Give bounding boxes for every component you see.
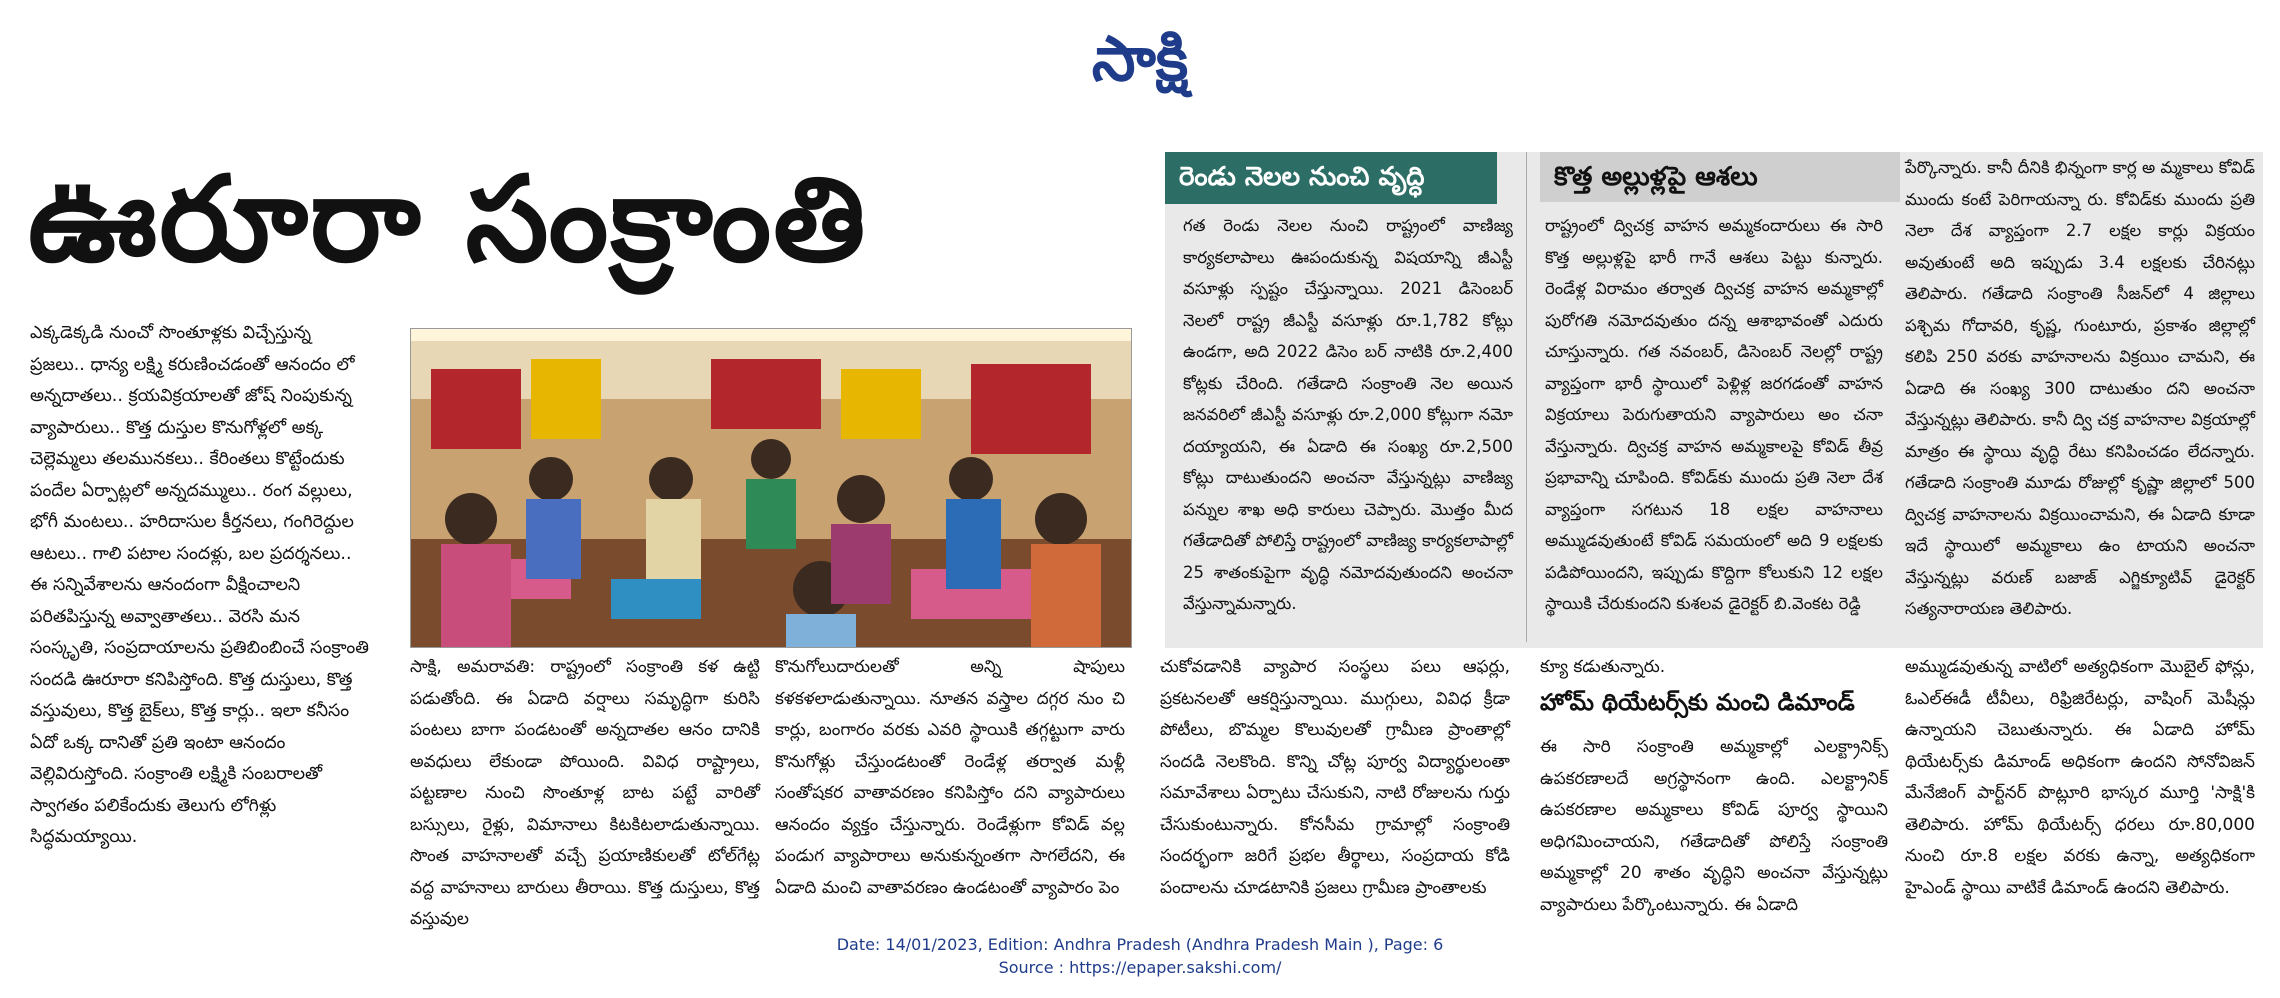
svg-text:సాక్షి: సాక్షి <box>1091 22 1189 95</box>
box1-text: గత రెండు నెలల నుంచి రాష్ట్రంలో వాణిజ్య కార్యకలాపాలు ఊపందుకున్న విషయాన్ని జీఎస్టీ వసూళ్లు స్పష్టం చేస్తున్నాయి. 2021 డిసెంబర్ నెలలో రాష్ట్ర జీఎస్టీ వసూళ్లు రూ.1,782 కోట్లు ఉండగా, అది 2022 డిసెం బర్ నాటికి రూ.2,400 కోట్లకు చేరింది. గతేడాది సంక్రాంతి నెల అయిన జనవరిలో జీఎస్టీ వసూళ్లు రూ.2,000 కోట్లుగా నమో దయ్యాయని, ఈ ఏడాది ఈ సంఖ్య రూ.2,500 కోట్లు దాటుతుందని అంచనా వేస్తున్నట్లు వాణిజ్య పన్నుల శాఖ అధి కారులు చెప్పారు. మొత్తం మీద గతేడాదితో పోలిస్తే రాష్ట్రంలో వాణిజ్య కార్యకలాపాల్లో 25 శాతంకుపైగా వృద్ధి నమోదవుతుందని అంచనా వేస్తున్నామన్నారు. <box>1183 216 1513 613</box>
body-col-4-top: క్యూ కడుతున్నారు. <box>1540 657 1666 677</box>
news-photo <box>410 328 1132 648</box>
column-divider <box>1526 152 1527 642</box>
footer-date-line: Date: 14/01/2023, Edition: Andhra Pradesh (Andhra Pradesh Main ), Page: 6 <box>836 935 1444 954</box>
body-col-5: అమ్ముడవుతున్న వాటిలో అత్యధికంగా మొబైల్ ఫోన్లు, ఓఎల్ఈడీ టీవీలు, రిఫ్రిజిరేటర్లు, వాషింగ్ మెషీన్లు ఉన్నాయని చెబుతున్నారు. ఈ ఏడాది హోమ్ థియేటర్స్‌కు డిమాండ్ అధికంగా ఉందని సోనోవిజన్ మేనేజింగ్ పార్ట్‌నర్ పొట్లూరి భాస్కర మూర్తి 'సాక్షి'కి తెలిపారు. హోమ్ థియేటర్స్ ధరలు రూ.80,000 నుంచి రూ.8 లక్షల వరకు ఉన్నా, అత్యధికంగా హైఎండ్ స్థాయి వాటికే డిమాండ్ ఉందని తెలిపారు. <box>1905 657 2255 898</box>
box2-text-col2: పేర్కొన్నారు. కానీ దీనికి భిన్నంగా కార్ల అ మ్మకాలు కోవిడ్ ముందు కంటే పెరిగాయన్నా రు. కోవిడ్‌కు ముందు ప్రతి నెలా దేశ వ్యాప్తంగా 2.7 లక్షల కార్లు విక్రయం అవుతుంటే అది ఇప్పుడు 3.4 లక్షలకు చేరినట్లు తెలిపారు. గతేడాది సంక్రాంతి సీజన్‌లో 4 జిల్లాలు పశ్చిమ గోదావరి, కృష్ణ, గుంటూరు, ప్రకాశం జిల్లాల్లో కలిపి 250 వరకు వాహనాలను విక్రయిం చామని, ఈ ఏడాది ఈ సంఖ్య 300 దాటుతుం దని అంచనా వేస్తున్నట్లు తెలిపారు. కానీ ద్వి చక్ర వాహనాల విక్రయాల్లో మాత్రం ఈ స్థాయి వృద్ధి రేటు కనిపించడం లేదన్నారు. గతేడాది సంక్రాంతి మూడు రోజుల్లో కృష్ణా జిల్లాలో 500 ద్విచక్ర వాహనాలను విక్రయించామని, ఈ ఏడాది కూడా ఇదే స్థాయిలో అమ్మకాలు ఉం టాయని అంచనా వేస్తున్నట్లు వరుణ్ బజాజ్ ఎగ్జిక్యూటివ్ డైరెక్టర్ సత్యనారాయణ తెలిపారు. <box>1905 158 2255 618</box>
intro-text: ఎక్కడెక్కడి నుంచో సొంతూళ్లకు విచ్చేస్తున్న ప్రజలు.. ధాన్య లక్ష్మి కరుణించడంతో ఆనందం లో అన్నదాతలు.. క్రయవిక్రయాలతో జోష్ నింపుకున్న వ్యాపారులు.. కొత్త దుస్తుల కొనుగోళ్లలో అక్క చెల్లెమ్మలు తలమునకలు.. కేరింతలు కొట్టేందుకు పందేల ఏర్పాట్లలో అన్నదమ్ములు.. రంగ వల్లులు, భోగీ మంటలు.. హరిదాసుల కీర్తనలు, గంగిరెద్దుల ఆటలు.. గాలి పటాల సందళ్లు, బల ప్రదర్శనలు.. ఈ సన్నివేశాలను ఆనందంగా వీక్షించాలని పరితపిస్తున్న అవ్వాతాతలు.. వెరసి మన సంస్కృతి, సంప్రదాయాలను ప్రతిబింబించే సంక్రాంతి సందడి ఊరూరా కనిపిస్తోంది. కొత్త దుస్తులు, కొత్త వస్తువులు, కొత్త బైక్‌లు, కొత్త కార్లు.. ఇలా కనీసం ఏదో ఒక్క దానితో ప్రతి ఇంటా ఆనందం వెల్లివిరుస్తోంది. సంక్రాంతి లక్ష్మికి సంబరాలతో స్వాగతం పలికేందుకు తెలుగు లోగిళ్లు సిద్ధమయ్యాయి. <box>30 323 369 847</box>
body-col-1: సాక్షి, అమరావతి: రాష్ట్రంలో సంక్రాంతి కళ ఉట్టి పడుతోంది. ఈ ఏడాది వర్షాలు సమృద్ధిగా కురిసి పంటలు బాగా పండటంతో అన్నదాతల ఆనం దానికి అవధులు లేకుండా పోయింది. వివిధ రాష్ట్రాలు, పట్టణాల నుంచి సొంతూళ్ల బాట పట్టే వారితో బస్సులు, రైళ్లు, విమానాలు కిటకిటలాడుతున్నాయి. సొంత వాహనాలతో వచ్చే ప్రయాణికులతో టోల్‌గేట్ల వద్ద వాహనాలు బారులు తీరాయి. కొత్త దుస్తులు, కొత్త వస్తువుల <box>410 657 760 929</box>
box2-heading: కొత్త అల్లుళ్లపై ఆశలు <box>1540 152 1900 202</box>
body-col-3: చుకోవడానికి వ్యాపార సంస్థలు పలు ఆఫర్లు, ప్రకటనలతో ఆకర్షిస్తున్నాయి. ముగ్గులు, వివిధ క్రీడా పోటీలు, బొమ్మల కొలువులతో గ్రామీణ ప్రాంతాల్లో సందడి నెలకొంది. కొన్ని చోట్ల పూర్వ విద్యార్థులంతా సమావేశాలు ఏర్పాటు చేసుకుని, నాటి రోజులను గుర్తు చేసుకుంటున్నారు. కోనసీమ గ్రామాల్లో సంక్రాంతి సందర్భంగా జరిగే ప్రభల తీర్థాలు, సంప్రదాయ కోడి పందాలను చూడటానికి ప్రజలు గ్రామీణ ప్రాంతాలకు <box>1160 657 1510 898</box>
box2-text-col1: రాష్ట్రంలో ద్విచక్ర వాహన అమ్మకందారులు ఈ సారి కొత్త అల్లుళ్లపై భారీ గానే ఆశలు పెట్టు కున్నారు. రెండేళ్ల విరామం తర్వాత ద్విచక్ర వాహన అమ్మకాల్లో పురోగతి నమోదవుతుం దన్న ఆశాభావంతో ఎదురు చూస్తున్నారు. గత నవంబర్, డిసెంబర్ నెలల్లో రాష్ట్ర వ్యాప్తంగా భారీ స్థాయిలో పెళ్లిళ్ల జరగడంతో వాహన విక్రయాలు పెరుగుతాయని వ్యాపారులు అం చనా వేస్తున్నారు. ద్విచక్ర వాహన అమ్మకాలపై కోవిడ్ తీవ్ర ప్రభావాన్ని చూపింది. కోవిడ్‌కు ముందు ప్రతి నెలా దేశ వ్యాప్తంగా సగటున 18 లక్షల వాహనాలు అమ్ముడవుతుంటే కోవిడ్ సమయంలో అది 9 లక్షలకు పడిపోయిందని, ఇప్పుడు కొద్దిగా కోలుకుని 12 లక్షల స్థాయికి చేరుకుందని కుశలవ డైరెక్టర్ బి.వెంకట రెడ్డి <box>1545 216 1883 613</box>
home-theatre-subhead: హోమ్ థియేటర్స్‌కు మంచి డిమాండ్ <box>1540 690 1855 716</box>
box1-heading: రెండు నెలల నుంచి వృద్ధి <box>1165 152 1497 204</box>
body-col-2: కొనుగోలుదారులతో అన్ని షాపులు కళకళలాడుతున్నాయి. నూతన వస్త్రాల దగ్గర నుం చి కార్లు, బంగారం వరకు ఎవరి స్థాయికి తగ్గట్టుగా వారు కొనుగోళ్లు చేస్తుండటంతో రెండేళ్ల తర్వాత మళ్లీ సంతోషకర వాతావరణం కనిపిస్తోం దని వ్యాపారులు ఆనందం వ్యక్తం చేస్తున్నారు. రెండేళ్లుగా కోవిడ్ వల్ల పండుగ వ్యాపారాలు అనుకున్నంతగా సాగలేదని, ఈ ఏడాది మంచి వాతావరణం ఉండటంతో వ్యాపారం పెం <box>775 657 1125 898</box>
footer-source-line: Source : https://epaper.sakshi.com/ <box>998 958 1282 977</box>
body-col-4: ఈ సారి సంక్రాంతి అమ్మకాల్లో ఎలక్ట్రానిక్స్ ఉపకరణాలదే అగ్రస్థానంగా ఉంది. ఎలక్ట్రానిక్ ఉపకరణాల అమ్మకాలు కోవిడ్ పూర్వ స్థాయిని అధిగమించాయని, గతేడాదితో పోలిస్తే సంక్రాంతి అమ్మకాల్లో 20 శాతం వృద్ధిని అంచనా వేస్తున్నట్లు వ్యాపారులు పేర్కొంటున్నారు. ఈ ఏడాది <box>1540 737 1888 915</box>
sakshi-logo <box>1040 18 1240 98</box>
headline: ఊరూరా సంక్రాంతి <box>28 150 868 288</box>
